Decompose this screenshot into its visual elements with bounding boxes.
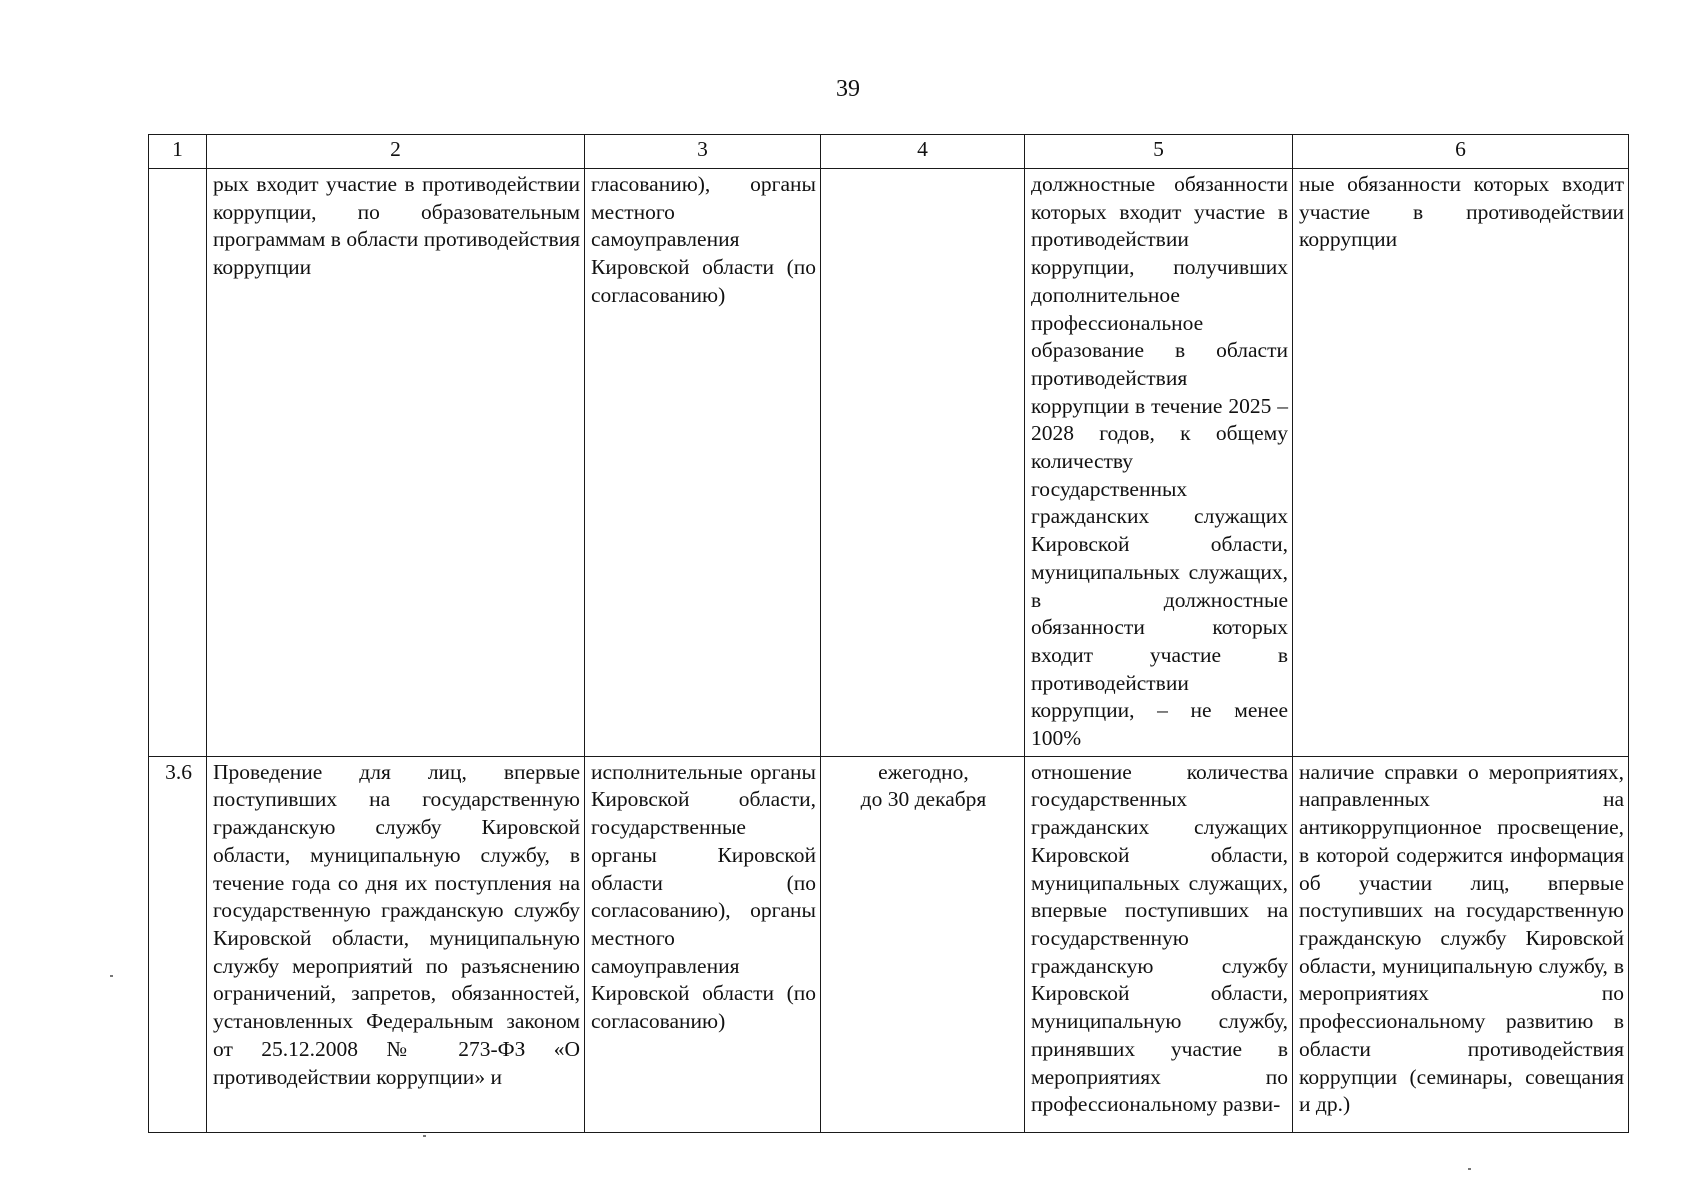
deadline-line: ежегодно, [878, 759, 969, 784]
deadline-cell [821, 169, 1025, 757]
table-row [149, 169, 1629, 757]
measures-table [148, 134, 1629, 1133]
page-number: 39 [836, 76, 860, 102]
executors-cell: исполнительные органы Кировской области, государственные органы Кировской области (по согласованию), органы местного самоуправления Кировской области (по согласованию) [585, 756, 821, 1132]
result-cell: ные обязанности которых входит участие в противодействии коррупции [1293, 169, 1629, 757]
column-header-4: 4 [821, 135, 1025, 169]
column-header-6: 6 [1293, 135, 1629, 169]
scan-speck [110, 975, 113, 977]
indicator-cell: должностные обязанности которых входит участие в противодействии коррупции, получивших дополнительное профессиональное образование в области противодействия коррупции в течение 2025 – 2028 годов, к общему количеству государственных гражданских служащих Кировской области, муниципальных служащих, в должностные обязанности которых входит участие в противодействии коррупции, – не менее 100% [1025, 169, 1293, 757]
deadline-cell [821, 756, 1025, 1132]
deadline-line: до 30 декабря [860, 787, 987, 812]
column-header-1: 1 [149, 135, 207, 169]
column-header-3: 3 [585, 135, 821, 169]
scan-speck [1468, 1168, 1471, 1170]
table-header-row [149, 135, 1629, 169]
row-number [149, 169, 207, 757]
row-number: 3.6 [149, 756, 207, 1132]
event-cell: Проведение для лиц, впервые поступивших на государственную гражданскую службу Кировской области, муниципальную службу, в течение года со дня их поступления на государственную гражданскую службу Кировской области, муниципальную службу мероприятий по разъяснению ограничений, запретов, обязанностей, установленных Федеральным законом от 25.12.2008 № 273-ФЗ «О противодействии коррупции» и [207, 756, 585, 1132]
event-cell: рых входит участие в противодействии коррупции, по образовательным программам в области противодействия коррупции [207, 169, 585, 757]
result-cell: наличие справки о мероприятиях, направленных на антикоррупционное просвещение, в которой содержится информация об участии лиц, впервые поступивших на государственную гражданскую службу Кировской области, муниципальную службу, в мероприятиях по профессиональному развитию в области противодействия коррупции (семинары, совещания и др.) [1293, 756, 1629, 1132]
column-header-5: 5 [1025, 135, 1293, 169]
table-row [149, 756, 1629, 1132]
executors-cell: гласованию), органы местного самоуправления Кировской области (по согласованию) [585, 169, 821, 757]
indicator-cell: отношение количества государственных гражданских служащих Кировской области, муниципальных служащих, впервые поступивших на государственную гражданскую службу Кировской области, муниципальную службу, принявших участие в мероприятиях по профессиональному разви- [1025, 756, 1293, 1132]
column-header-2: 2 [207, 135, 585, 169]
scan-speck [423, 1135, 426, 1137]
